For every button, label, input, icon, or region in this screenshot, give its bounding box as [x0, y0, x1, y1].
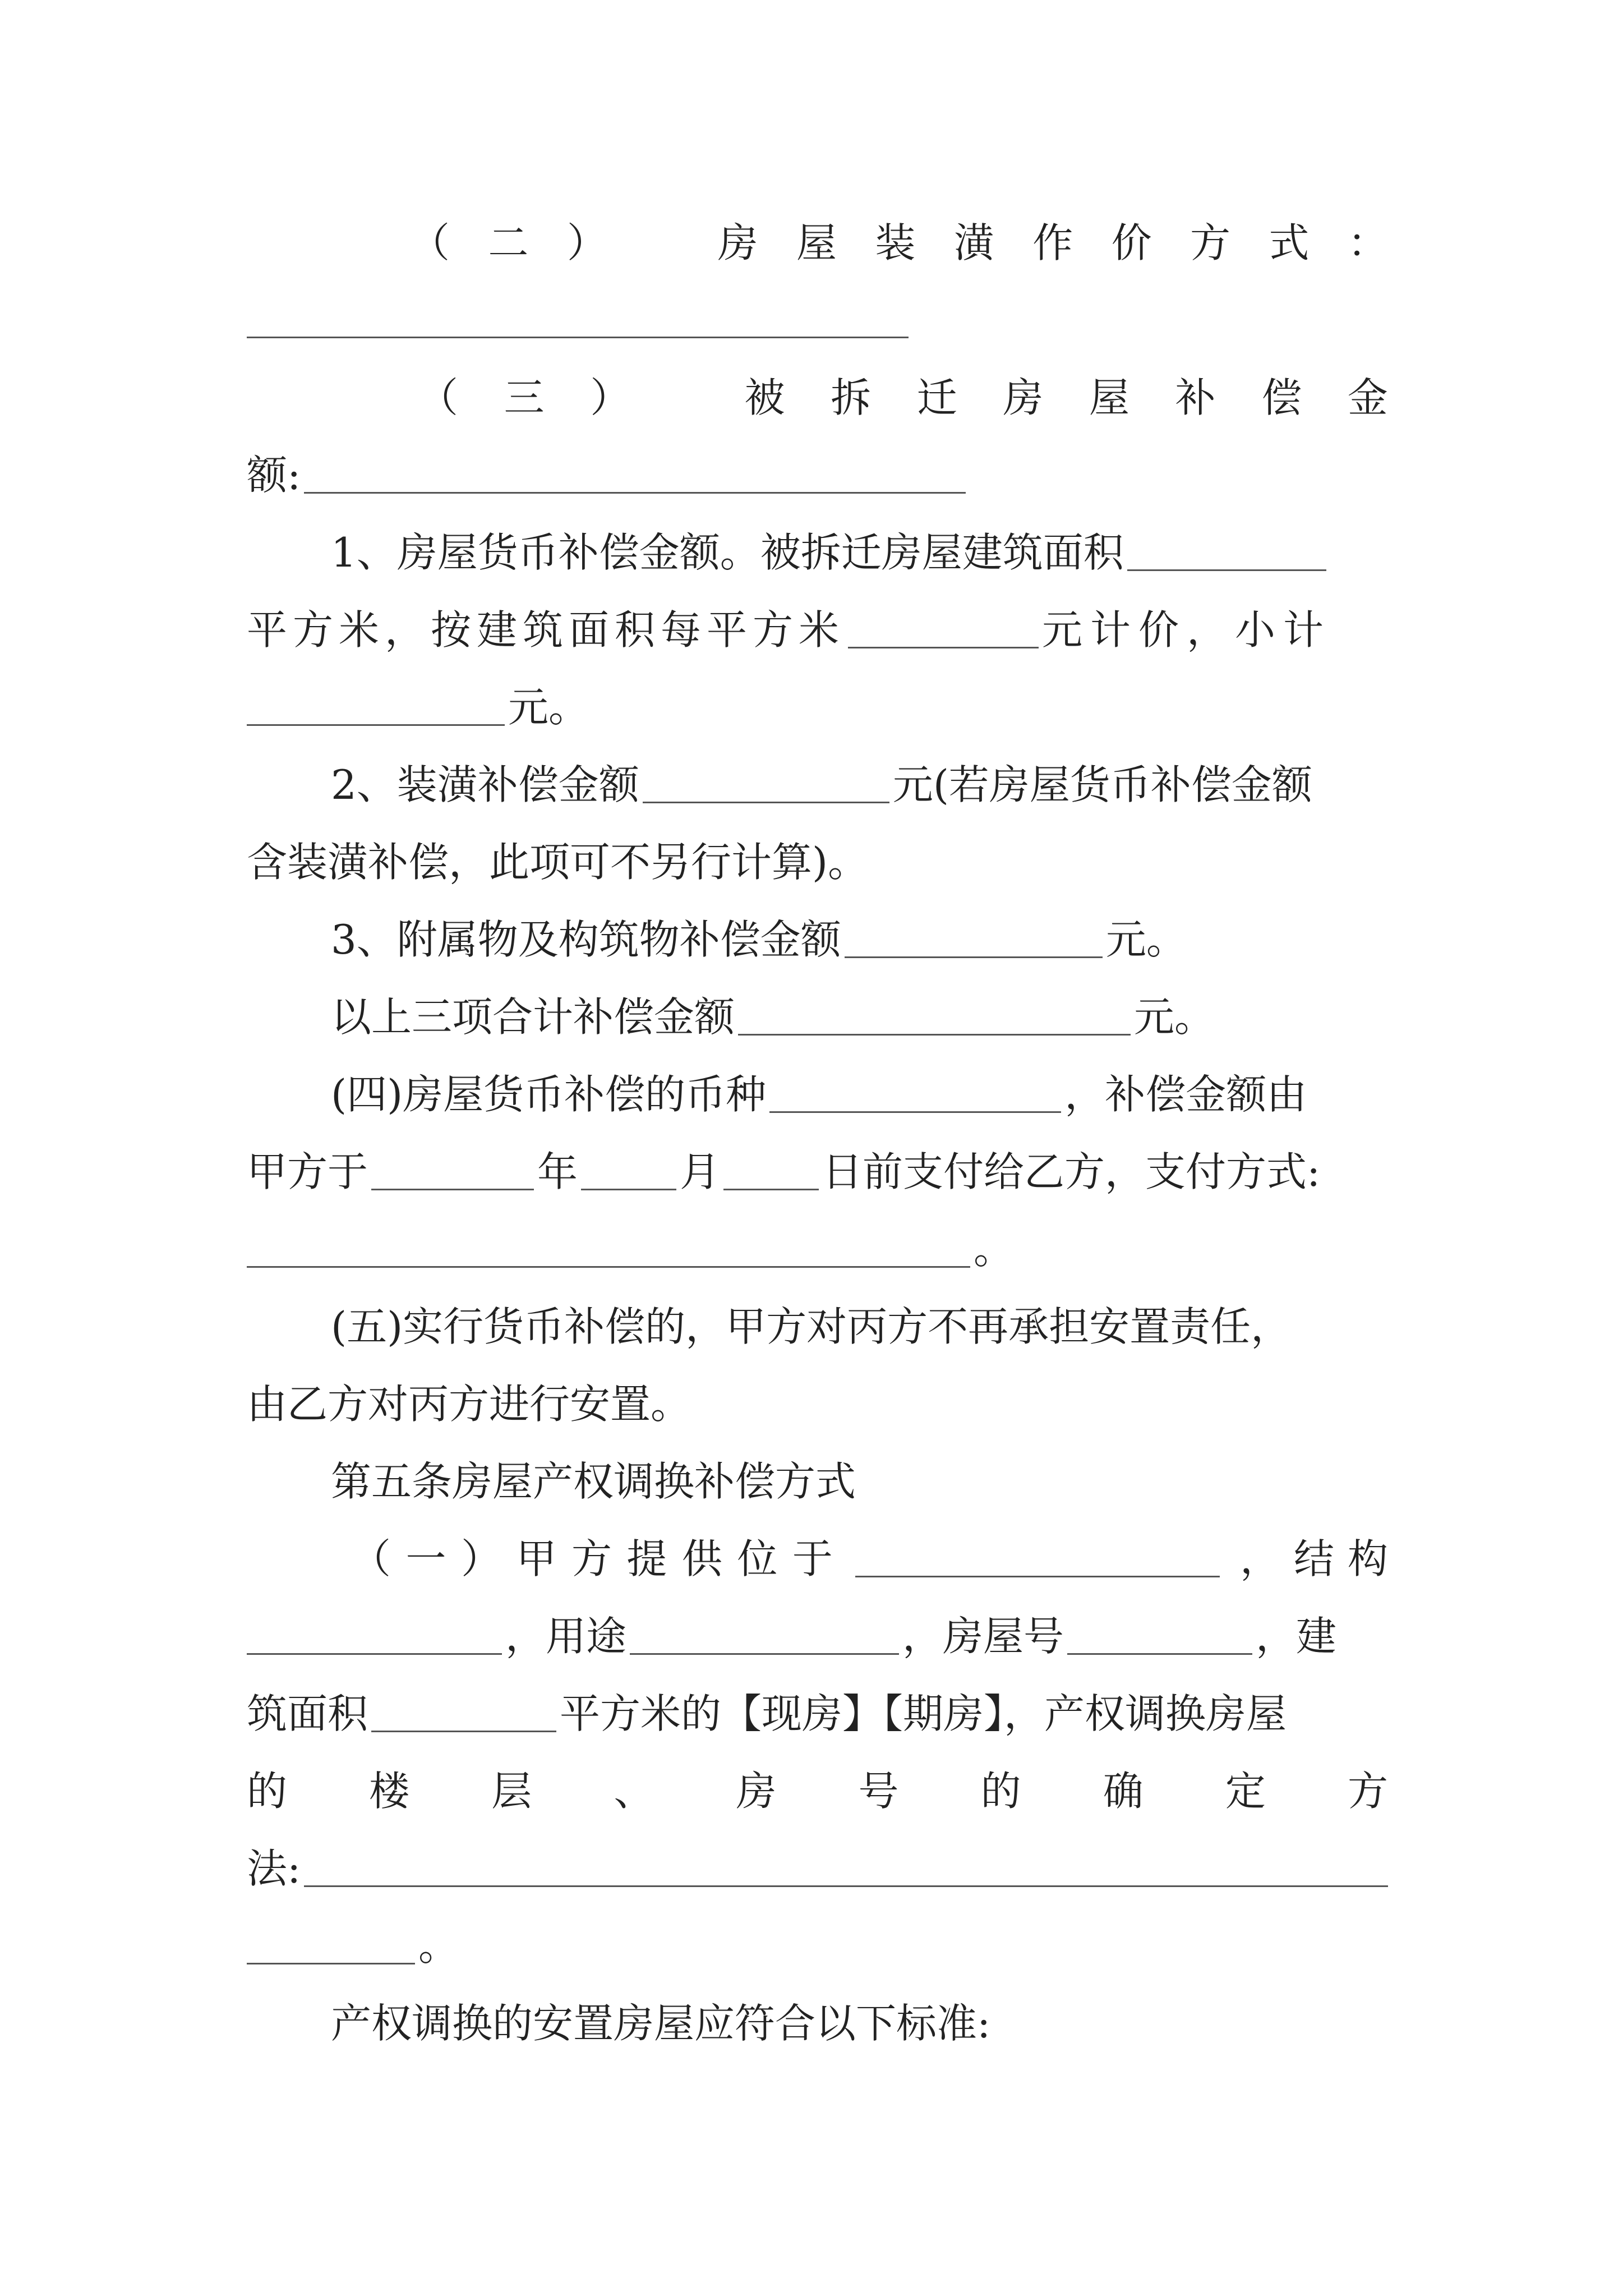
text: 元。: [508, 684, 589, 731]
text: 年: [537, 1148, 578, 1195]
heading-renovation-pricing: [409, 212, 1388, 274]
char: 屋: [796, 219, 837, 266]
text: 。: [974, 1226, 1015, 1273]
item-3-line: [331, 909, 1388, 970]
blank-day: [723, 1154, 819, 1190]
char: 结: [1293, 1535, 1334, 1582]
blank-line-renovation-pricing: [247, 337, 909, 338]
char: 房: [1003, 374, 1044, 421]
char: 位: [737, 1535, 778, 1582]
text: 月: [680, 1148, 721, 1195]
blank-attachments: [845, 922, 1103, 958]
char: 潢: [953, 219, 994, 266]
item-2-line-2: [247, 831, 1388, 893]
property-exchange-line-3: [247, 1683, 1388, 1745]
char: 于: [792, 1535, 833, 1582]
blank-floor-area: [371, 1696, 556, 1732]
text: ，建: [1256, 1613, 1337, 1660]
amount-line: [247, 444, 1388, 506]
char: 作: [1032, 219, 1073, 266]
currency-line-1: [331, 1064, 1388, 1125]
text: ，用途: [505, 1613, 627, 1660]
text: 2、装潢补偿金额: [331, 761, 639, 808]
text: 法:: [247, 1845, 301, 1892]
heading-compensation-amount: [418, 367, 1388, 429]
clause-5-line-1: [331, 1296, 1388, 1358]
char: 金: [1347, 374, 1388, 421]
blank-total: [738, 999, 1131, 1036]
char: 方: [1190, 219, 1231, 266]
text: 由乙方对丙方进行安置。: [247, 1381, 691, 1428]
blank-usage: [630, 1618, 899, 1655]
char: 屋: [1089, 374, 1129, 421]
char: 方: [571, 1535, 612, 1582]
char: 定: [1225, 1768, 1266, 1815]
char: 楼: [369, 1768, 410, 1815]
char: 迁: [916, 374, 957, 421]
blank-location: [855, 1541, 1220, 1577]
char: 三: [504, 374, 545, 421]
text: (四)房屋货币补偿的币种: [331, 1071, 767, 1118]
char: 价: [1111, 219, 1152, 266]
text: 额:: [247, 452, 301, 499]
text: (五)实行货币补偿的，甲方对丙方不再承担安置责任，: [331, 1303, 1292, 1350]
char: 层: [491, 1768, 532, 1815]
char: ，: [1240, 1535, 1281, 1582]
char: 提: [626, 1535, 667, 1582]
text: 含装潢补偿，此项可不另行计算)。: [247, 839, 869, 886]
text: 元计价，小计: [1042, 606, 1332, 654]
blank-renovation: [643, 767, 889, 803]
char: （: [351, 1535, 391, 1582]
char: （: [418, 374, 459, 421]
text: 1、房屋货币补偿金额。被拆迁房屋建筑面积: [331, 529, 1124, 576]
standards-line: [331, 1993, 1388, 2054]
text: 3、附属物及构筑物补偿金额: [331, 916, 841, 963]
char: 二: [488, 219, 529, 266]
text: ，补偿金额由: [1064, 1071, 1307, 1118]
text: 第五条房屋产权调换补偿方式: [331, 1458, 856, 1505]
property-exchange-line-1: [351, 1528, 1388, 1590]
payment-method-line: [247, 1218, 1388, 1280]
blank-subtotal: [247, 689, 505, 726]
article-5-title: [331, 1451, 1388, 1512]
item-1-line-1: [331, 522, 1388, 583]
blank-method: [304, 1851, 1388, 1887]
char: 确: [1103, 1768, 1144, 1815]
char: 号: [858, 1768, 899, 1815]
property-exchange-line-4: [247, 1760, 1388, 1822]
text: 日前支付给乙方，支付方式:: [822, 1148, 1321, 1195]
char: 的: [247, 1768, 288, 1815]
char: 装: [875, 219, 916, 266]
text: 元(若房屋货币补偿金额: [892, 761, 1312, 808]
char: 、: [614, 1768, 654, 1815]
text: 。: [418, 1922, 459, 1970]
text: 平方米，按建筑面积每平方米: [247, 606, 845, 654]
item-1-line-2: [247, 599, 1388, 661]
blank-month: [581, 1154, 676, 1190]
char: 拆: [831, 374, 872, 421]
char: 一: [405, 1535, 446, 1582]
total-line: [331, 986, 1388, 1048]
char: ：: [1347, 219, 1388, 266]
text: 以上三项合计补偿金额: [331, 993, 735, 1041]
char: 甲: [516, 1535, 557, 1582]
blank-method-continued: [247, 1928, 415, 1964]
blank-unit-price: [848, 612, 1039, 648]
blank-currency: [769, 1076, 1061, 1113]
text: 平方米的【现房】【期房】，产权调换房屋: [560, 1690, 1287, 1737]
char: 补: [1175, 374, 1216, 421]
char: 房: [717, 219, 758, 266]
blank-structure: [247, 1618, 502, 1655]
property-exchange-line-2: [247, 1605, 1388, 1667]
blank-house-number: [1067, 1618, 1252, 1655]
method-continuation-line: [247, 1915, 1388, 1977]
blank-year: [371, 1154, 534, 1190]
item-1-line-3: [247, 677, 1388, 738]
char: ）: [460, 1535, 501, 1582]
char: （: [409, 219, 450, 266]
currency-line-2: [247, 1141, 1388, 1203]
char: 供: [681, 1535, 722, 1582]
blank-payment-method: [247, 1231, 970, 1268]
char: 方: [1347, 1768, 1388, 1815]
method-line: [247, 1838, 1388, 1899]
text: 元。: [1105, 916, 1187, 963]
char: ）: [566, 219, 607, 266]
text: 元。: [1134, 993, 1215, 1041]
blank-area: [1127, 535, 1326, 571]
char: 构: [1347, 1535, 1388, 1582]
text: 甲方于: [247, 1148, 368, 1195]
char: 偿: [1261, 374, 1302, 421]
blank: [304, 457, 966, 494]
char: 的: [980, 1768, 1021, 1815]
char: 房: [736, 1768, 777, 1815]
clause-5-line-2: [247, 1373, 1388, 1435]
item-2-line-1: [331, 754, 1388, 816]
text: ，房屋号: [902, 1613, 1064, 1660]
char: ）: [590, 374, 631, 421]
text: 筑面积: [247, 1690, 368, 1737]
text: 产权调换的安置房屋应符合以下标准:: [331, 2000, 991, 2047]
char: 式: [1269, 219, 1310, 266]
char: 被: [744, 374, 785, 421]
